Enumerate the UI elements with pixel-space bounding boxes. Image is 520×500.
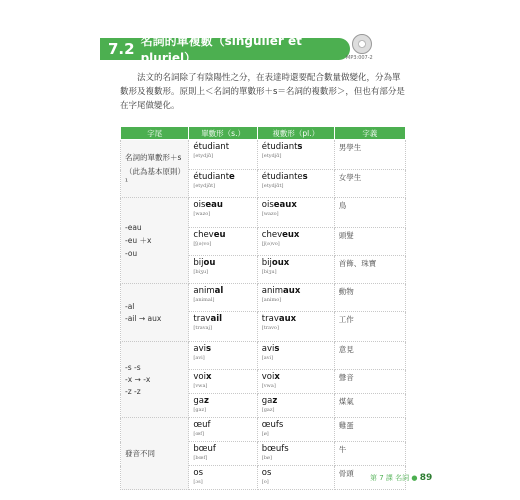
plural-phonetic: [ø] xyxy=(261,431,269,437)
plural-cell xyxy=(257,418,334,442)
rule-line: 發音不同 xyxy=(125,449,155,458)
singular-word xyxy=(193,444,252,454)
plural-cell xyxy=(257,170,334,198)
meaning-cell: 牛 xyxy=(334,442,405,466)
rule-line: -al xyxy=(125,302,135,311)
singular-stem: chev xyxy=(193,230,214,240)
intro-text: 法文的名詞除了有陰陽性之分，在表達時還要配合數量做變化，分為單數形及複數形。原則上＜名詞的單數形＋s＝名詞的複數形＞，但也有部分是在字尾做變化。 xyxy=(120,73,405,111)
plural-word xyxy=(262,396,330,406)
plural-stem: bœufs xyxy=(261,444,289,454)
singular-cell xyxy=(189,198,257,228)
meaning-cell: 鳥 xyxy=(334,198,405,228)
singular-phonetic: [gaz] xyxy=(193,407,207,413)
singular-ending: eu xyxy=(213,230,226,240)
meaning-cell: 雞蛋 xyxy=(334,418,405,442)
plural-stem: bij xyxy=(261,258,272,268)
plural-phonetic: [etydjɑ̃] xyxy=(261,153,282,159)
plural-cell xyxy=(257,284,334,312)
plural-stem: os xyxy=(261,468,272,478)
singular-ending: s xyxy=(206,344,212,354)
rule-line: -ou xyxy=(125,249,138,258)
singular-cell xyxy=(189,342,257,370)
singular-phonetic: [bœf] xyxy=(193,455,208,461)
singular-phonetic: [etydjɑ̃t] xyxy=(193,183,216,189)
rule-cell xyxy=(121,342,189,418)
rule-cell xyxy=(121,284,189,342)
meaning-cell: 煤氣 xyxy=(334,394,405,418)
singular-word xyxy=(193,420,252,430)
plural-stem: ois xyxy=(261,200,274,210)
plural-phonetic: [gaz] xyxy=(261,407,275,413)
meaning-cell: 男學生 xyxy=(334,140,405,170)
singular-phonetic: [biʒu] xyxy=(193,269,209,275)
rule-cell xyxy=(121,198,189,284)
singular-stem: ga xyxy=(193,396,204,406)
intro-paragraph xyxy=(120,71,405,113)
table-row xyxy=(121,418,406,442)
plural-ending: eux xyxy=(282,230,300,240)
rule-line: 名詞的單數形＋s xyxy=(125,152,182,162)
singular-cell xyxy=(189,228,257,256)
meaning-cell: 頭髮 xyxy=(334,228,405,256)
plural-word xyxy=(262,344,330,354)
plural-cell xyxy=(257,140,334,170)
plural-word xyxy=(262,230,330,240)
meaning-cell: 聲音 xyxy=(334,370,405,394)
plural-phonetic: [travo] xyxy=(261,325,279,331)
singular-word xyxy=(193,230,252,240)
singular-phonetic: [etydjɑ̃] xyxy=(193,153,214,159)
plural-phonetic: [o] xyxy=(261,479,269,485)
meaning-cell: 首飾、珠寶 xyxy=(334,256,405,284)
plural-ending: s xyxy=(274,344,280,354)
singular-word xyxy=(193,396,252,406)
singular-cell xyxy=(189,284,257,312)
singular-phonetic: [animal] xyxy=(193,297,215,303)
singular-word xyxy=(193,468,252,478)
plural-cell xyxy=(257,394,334,418)
singular-word xyxy=(193,258,252,268)
col-header-meaning: 字義 xyxy=(334,127,405,140)
singular-cell xyxy=(189,466,257,490)
plural-cell xyxy=(257,256,334,284)
plural-phonetic: [avi] xyxy=(261,355,274,361)
plural-word xyxy=(262,468,330,478)
singular-word xyxy=(193,344,252,354)
table-row xyxy=(121,140,406,170)
col-header-ending: 字尾 xyxy=(121,127,189,140)
rule-line: -eu ＋x xyxy=(125,236,152,245)
singular-cell xyxy=(189,418,257,442)
plural-phonetic: [wazo] xyxy=(261,211,279,217)
plural-word xyxy=(262,286,330,296)
meaning-cell: 女學生 xyxy=(334,170,405,198)
singular-stem: anim xyxy=(193,286,215,296)
plural-cell xyxy=(257,342,334,370)
plural-word xyxy=(262,444,330,454)
singular-phonetic: [wazo] xyxy=(193,211,211,217)
plural-word xyxy=(262,258,330,268)
singular-cell xyxy=(189,256,257,284)
table-header-row xyxy=(121,127,406,140)
singular-stem: trav xyxy=(193,314,211,324)
singular-word xyxy=(193,200,252,210)
plural-ending: eaux xyxy=(273,200,297,210)
plural-phonetic: [animo] xyxy=(261,297,282,303)
singular-stem: ois xyxy=(193,200,206,210)
plural-cell xyxy=(257,442,334,466)
rule-line: （此為基本原則）¹ xyxy=(125,166,182,186)
singular-stem: bij xyxy=(193,258,204,268)
rule-line: -s -s xyxy=(125,363,141,372)
singular-cell xyxy=(189,370,257,394)
plural-cell xyxy=(257,466,334,490)
singular-cell xyxy=(189,170,257,198)
plural-phonetic: [biʒu] xyxy=(261,269,277,275)
singular-word xyxy=(193,286,252,296)
singular-ending: ou xyxy=(203,258,216,268)
plural-phonetic: [vwa] xyxy=(261,383,276,389)
singular-stem: étudiant xyxy=(193,172,230,182)
meaning-cell: 骨頭 xyxy=(334,466,405,490)
plural-ending: aux xyxy=(283,286,301,296)
singular-stem: œuf xyxy=(193,420,211,430)
plural-word xyxy=(262,420,330,430)
plural-phonetic: [etydjɑ̃t] xyxy=(261,183,284,189)
plural-word xyxy=(262,142,330,152)
table-row xyxy=(121,284,406,312)
page-number: 89 xyxy=(419,473,433,483)
plural-cell xyxy=(257,228,334,256)
singular-phonetic: [ʃ(ə)vo] xyxy=(193,241,212,247)
singular-cell xyxy=(189,394,257,418)
plural-stem: étudiante xyxy=(261,172,303,182)
singular-phonetic: [avi] xyxy=(193,355,205,361)
singular-stem: voi xyxy=(193,372,206,382)
plural-cell xyxy=(257,370,334,394)
plural-word xyxy=(262,172,330,182)
singular-ending: al xyxy=(214,286,224,296)
singular-phonetic: [œf] xyxy=(193,431,205,437)
plural-stem: trav xyxy=(261,314,279,324)
plural-stem: voi xyxy=(261,372,275,382)
rule-cell xyxy=(121,418,189,490)
singular-ending: e xyxy=(229,172,235,182)
plural-rules-table xyxy=(120,126,406,490)
singular-word xyxy=(193,314,252,324)
plural-stem: anim xyxy=(261,286,284,296)
plural-ending: s xyxy=(302,172,308,182)
plural-word xyxy=(262,314,330,324)
plural-cell xyxy=(257,312,334,342)
plural-stem: avi xyxy=(261,344,275,354)
rule-cell xyxy=(121,140,189,198)
singular-ending: z xyxy=(204,396,209,406)
meaning-cell: 工作 xyxy=(334,312,405,342)
plural-ending: x xyxy=(274,372,280,382)
rule-line: -eau xyxy=(125,223,142,232)
singular-stem: bœuf xyxy=(193,444,216,454)
rule-line: -ail → aux xyxy=(125,314,162,323)
section-title: 名詞的單複數（singulier et pluriel） xyxy=(140,34,302,65)
singular-ending: ail xyxy=(210,314,223,324)
plural-phonetic: [bø] xyxy=(261,455,272,461)
singular-cell xyxy=(189,312,257,342)
plural-word xyxy=(262,372,330,382)
plural-ending: aux xyxy=(278,314,297,324)
audio-cd-icon[interactable] xyxy=(352,34,372,54)
singular-phonetic: [vwa] xyxy=(193,383,208,389)
singular-word xyxy=(193,142,252,152)
rule-line: -z -z xyxy=(125,387,141,396)
plural-phonetic: [ʃ(ə)vo] xyxy=(261,241,280,247)
section-header xyxy=(100,34,350,65)
plural-cell xyxy=(257,198,334,228)
col-header-plural: 複數形（pl.） xyxy=(257,127,334,140)
table-row xyxy=(121,198,406,228)
singular-phonetic: [travaj] xyxy=(193,325,213,331)
col-header-singular: 單數形（s.） xyxy=(189,127,257,140)
singular-stem: étudiant xyxy=(193,142,230,152)
page-footer xyxy=(370,473,432,483)
singular-stem: os xyxy=(193,468,204,478)
table-body xyxy=(121,140,406,490)
plural-word xyxy=(262,200,330,210)
rule-line: -x → -x xyxy=(125,375,151,384)
singular-ending: x xyxy=(205,372,212,382)
plural-ending: s xyxy=(297,142,303,152)
singular-word xyxy=(193,172,252,182)
section-number: 7.2 xyxy=(108,40,135,58)
plural-stem: chev xyxy=(261,230,283,240)
plural-stem: ga xyxy=(261,396,273,406)
audio-track-label: MP3:007-2 xyxy=(346,55,373,61)
singular-word xyxy=(193,372,252,382)
meaning-cell: 意見 xyxy=(334,342,405,370)
meaning-cell: 動物 xyxy=(334,284,405,312)
singular-stem: avi xyxy=(193,344,206,354)
plural-ending: z xyxy=(272,396,278,406)
plural-stem: œufs xyxy=(261,420,284,430)
singular-cell xyxy=(189,442,257,466)
plural-stem: étudiant xyxy=(261,142,298,152)
footer-lesson: 第 7 課 名詞 ● xyxy=(370,474,420,482)
singular-cell xyxy=(189,140,257,170)
plural-ending: oux xyxy=(271,258,290,268)
singular-phonetic: [ɔs] xyxy=(193,479,203,485)
table-row xyxy=(121,342,406,370)
singular-ending: eau xyxy=(205,200,223,210)
